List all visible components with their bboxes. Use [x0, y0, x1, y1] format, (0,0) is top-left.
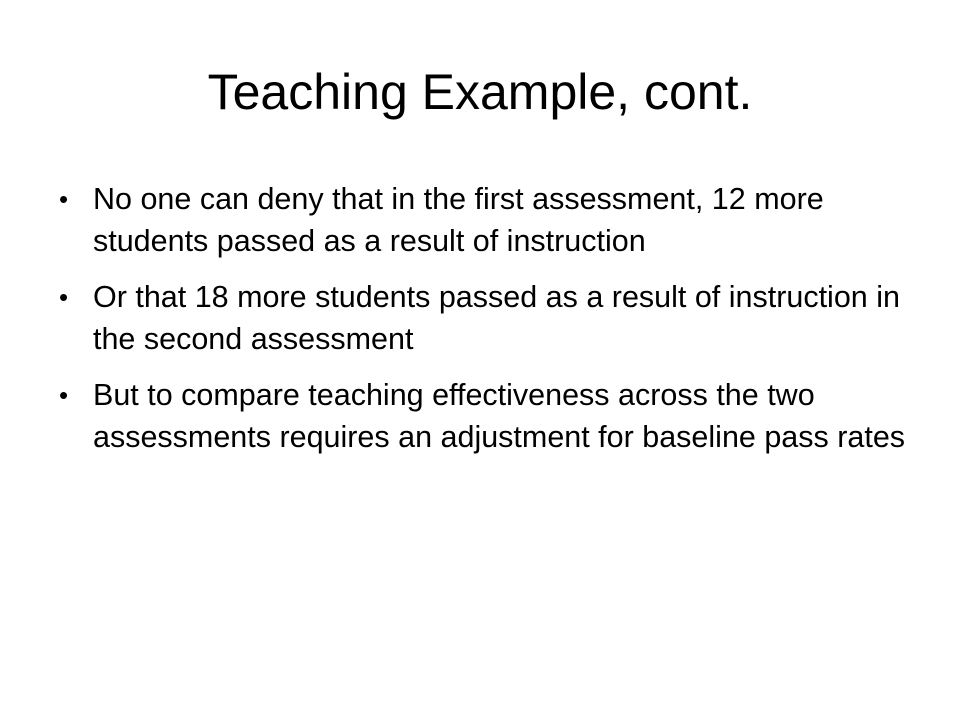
bullet-text: No one can deny that in the first assessment, 12 more students passed as a result of instruction — [93, 182, 824, 258]
bullet-dot-icon: • — [59, 282, 69, 312]
slide-title: Teaching Example, cont. — [207, 64, 753, 120]
bullet-text: Or that 18 more students passed as a result of instruction in the second assessment — [93, 280, 900, 356]
bullet-list — [56, 178, 906, 472]
bullet-dot-icon: • — [59, 380, 69, 410]
bullet-dot-icon: • — [59, 184, 69, 214]
bullet-item — [56, 178, 906, 262]
bullet-item — [56, 374, 906, 458]
bullet-item — [56, 276, 906, 360]
bullet-text: But to compare teaching effectiveness across the two assessments requires an adjustment for baseline pass rates — [93, 378, 906, 454]
